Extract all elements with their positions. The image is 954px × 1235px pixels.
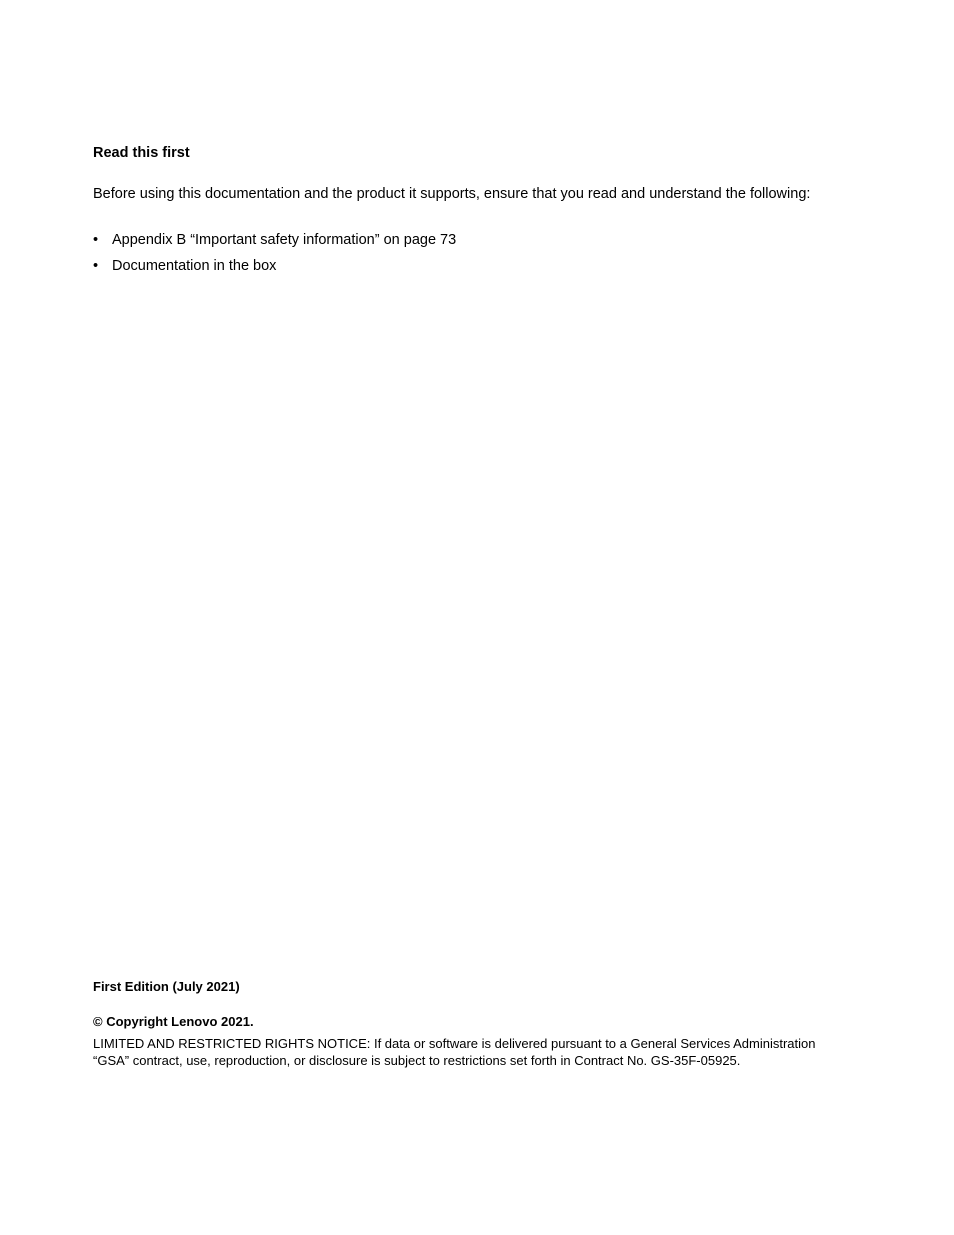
page-title: Read this first: [93, 145, 190, 161]
intro-paragraph: Before using this documentation and the product it supports, ensure that you read and understand the following:: [93, 186, 811, 202]
list-item-documentation: [93, 258, 456, 276]
list-item-label: Appendix B “Important safety information” on page 73: [112, 232, 457, 248]
bullet-icon: •: [93, 258, 99, 274]
list-item-label: Documentation in the box: [112, 258, 277, 274]
required-reading-list: [93, 232, 456, 284]
rights-notice: LIMITED AND RESTRICTED RIGHTS NOTICE: If data or software is delivered pursuant to a General Services Administration “GSA” contract, use, reproduction, or disclosure is subject to restrictions set forth in Contract No. GS-35F-05925.: [93, 1036, 816, 1068]
list-item-safety-appendix[interactable]: [93, 232, 456, 250]
copyright-line: © Copyright Lenovo 2021.: [93, 1014, 254, 1029]
bullet-icon: •: [93, 232, 99, 248]
edition-line: First Edition (July 2021): [93, 979, 240, 994]
